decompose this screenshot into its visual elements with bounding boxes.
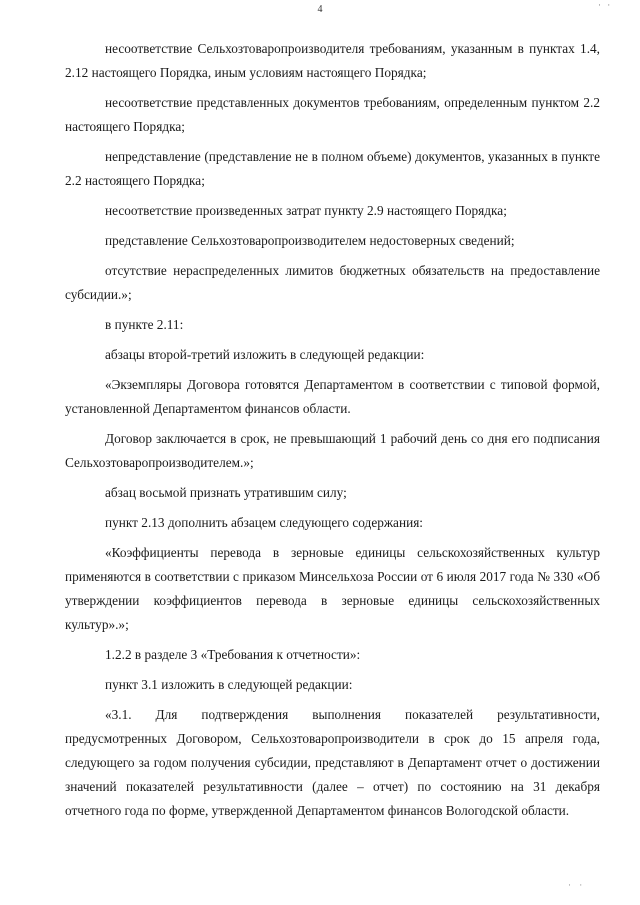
scan-corner-mark-bottom: · · (568, 880, 586, 890)
paragraph-3: непредставление (представление не в полном объеме) документов, указанных в пункте 2.2 настоящего Порядка; (65, 149, 600, 188)
page-number: 4 (317, 4, 323, 15)
paragraph-12: пункт 2.13 дополнить абзацем следующего содержания: (105, 515, 424, 530)
paragraph-1: несоответствие Сельхозтоваропроизводителя требованиям, указанным в пунктах 1.4, 2.12 настоящего Порядка, иным условиям настоящего Порядка; (65, 41, 600, 80)
paragraph-10: Договор заключается в срок, не превышающий 1 рабочий день со дня его подписания Сельхозтоваропроизводителем.»; (65, 431, 600, 470)
paragraph-4: несоответствие произведенных затрат пункту 2.9 настоящего Порядка; (105, 203, 507, 218)
paragraph-6: отсутствие нераспределенных лимитов бюджетных обязательств на предоставление субсидии.»; (65, 263, 600, 302)
paragraph-15: пункт 3.1 изложить в следующей редакции: (105, 677, 353, 692)
scan-corner-mark: · · (598, 0, 613, 10)
document-body (65, 37, 600, 829)
paragraph-14: 1.2.2 в разделе 3 «Требования к отчетности»: (105, 647, 361, 662)
paragraph-16: «3.1. Для подтверждения выполнения показателей результативности, предусмотренных Договором, Сельхозтоваропроизводители в срок до 15 апреля года, следующего за годом получения субсидии, представляют в Департамент отчет о достижении значений показателей результативности (далее – отчет) по состоянию на 31 декабря отчетного года по форме, утвержденной Департаментом финансов Вологодской области. (65, 707, 600, 818)
paragraph-7: в пункте 2.11: (105, 317, 184, 332)
paragraph-13: «Коэффициенты перевода в зерновые единицы сельскохозяйственных культур применяются в соответствии с приказом Минсельхоза России от 6 июля 2017 года № 330 «Об утверждении коэффициентов перевода в зерновые единицы сельскохозяйственных культур».»; (65, 545, 600, 632)
paragraph-8: абзацы второй-третий изложить в следующей редакции: (105, 347, 425, 362)
paragraph-9: «Экземпляры Договора готовятся Департаментом в соответствии с типовой формой, установленной Департаментом финансов области. (65, 377, 600, 416)
paragraph-11: абзац восьмой признать утратившим силу; (105, 485, 347, 500)
paragraph-2: несоответствие представленных документов требованиям, определенным пунктом 2.2 настоящего Порядка; (65, 95, 600, 134)
paragraph-5: представление Сельхозтоваропроизводителем недостоверных сведений; (105, 233, 515, 248)
